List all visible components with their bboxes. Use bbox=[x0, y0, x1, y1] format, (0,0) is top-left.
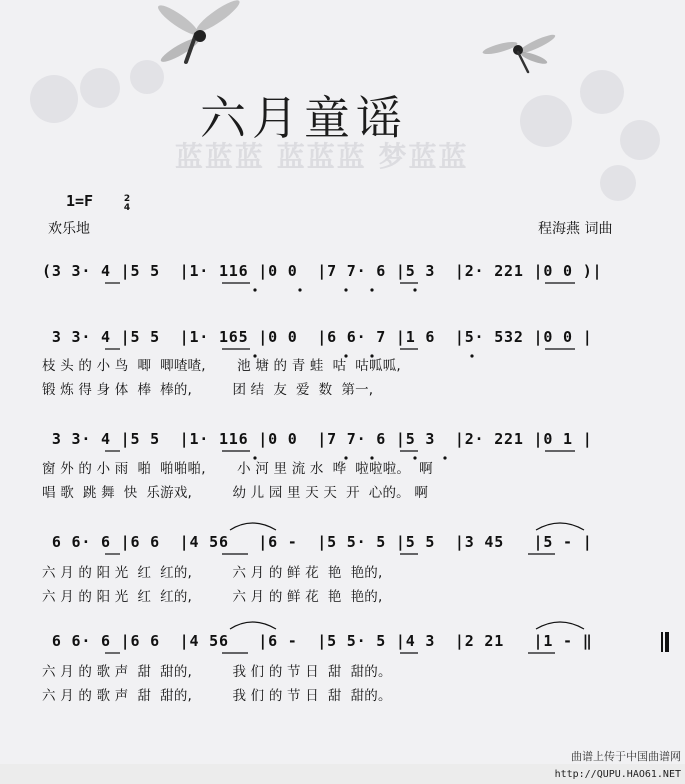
lyric-line: 唱 歌 跳 舞 快 乐游戏, 幼 儿 园 里 天 天 开 心的。 啊 bbox=[42, 485, 429, 501]
composer-credit: 程海燕 词曲 bbox=[538, 221, 613, 237]
lyric-line: 六 月 的 歌 声 甜 甜的, 我 们 的 节 日 甜 甜的。 bbox=[42, 688, 392, 704]
final-barline bbox=[665, 632, 669, 652]
time-signature-bottom: 4 bbox=[123, 203, 131, 213]
background-title: 蓝蓝蓝 蓝蓝蓝 梦蓝蓝 bbox=[175, 140, 469, 173]
notation-line: (3 3· 4 |5 5 |1· 116 |0 0 |7 7· 6 |5 3 |2· 221 |0 0 )| bbox=[42, 262, 603, 280]
lyric-line: 枝 头 的 小 鸟 唧 唧喳喳, 池 塘 的 青 蛙 咕 咕呱呱, bbox=[42, 358, 401, 374]
notation-line: 6 6· 6 |6 6 |4 56 |6 - |5 5· 5 |5 5 |3 45 |5 - | bbox=[42, 533, 593, 551]
lyric-line: 窗 外 的 小 雨 啪 啪啪啪, 小 河 里 流 水 哗 啦啦啦。 啊 bbox=[42, 461, 433, 477]
notation-line: 6 6· 6 |6 6 |4 56 |6 - |5 5· 5 |4 3 |2 21 |1 - ‖ bbox=[42, 632, 593, 650]
lyric-line: 锻 炼 得 身 体 棒 棒的, 团 结 友 爱 数 第一, bbox=[42, 382, 374, 398]
lyric-line: 六 月 的 歌 声 甜 甜的, 我 们 的 节 日 甜 甜的。 bbox=[42, 664, 392, 680]
lyric-line: 六 月 的 阳 光 红 红的, 六 月 的 鲜 花 艳 艳的, bbox=[42, 565, 383, 581]
song-title: 六月童谣 bbox=[200, 91, 408, 145]
footer-site-text: 曲谱上传于中国曲谱网 bbox=[571, 750, 681, 763]
footer-url: http://QUPU.HAO61.NET bbox=[554, 769, 681, 780]
notation-line: 3 3· 4 |5 5 |1· 116 |0 0 |7 7· 6 |5 3 |2· 221 |0 1 | bbox=[42, 430, 593, 448]
lyric-line: 六 月 的 阳 光 红 红的, 六 月 的 鲜 花 艳 艳的, bbox=[42, 589, 383, 605]
final-barline bbox=[661, 632, 663, 652]
time-signature-top: 2 bbox=[123, 194, 131, 204]
notation-line: 3 3· 4 |5 5 |1· 165 |0 0 |6 6· 7 |1 6 |5· 532 |0 0 | bbox=[42, 328, 593, 346]
key-signature: 1=F bbox=[66, 192, 94, 210]
tempo-marking: 欢乐地 bbox=[48, 221, 90, 237]
